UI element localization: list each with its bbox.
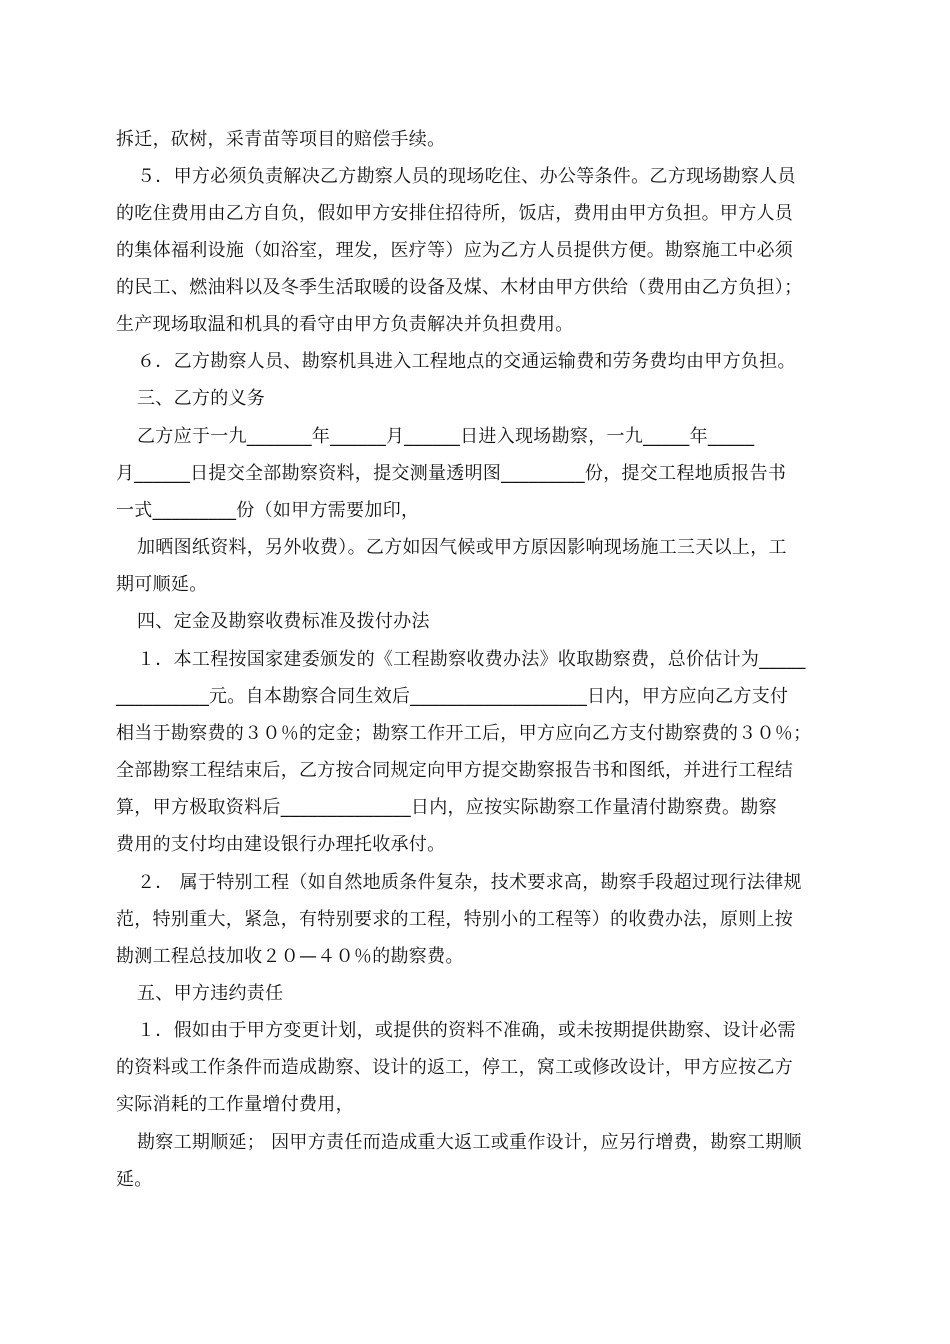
- paragraph-line: 范，特别重大，紧急，有特别要求的工程，特别小的工程等）的收费办法，原则上按: [116, 909, 794, 930]
- clause-5-line: ５．甲方必须负责解决乙方勘察人员的现场吃住、办公等条件。乙方现场勘察人员: [137, 166, 796, 187]
- paragraph-line: 勘察工期顺延； 因甲方责任而造成重大返工或重作设计，应另行增费，勘察工期顺: [137, 1132, 802, 1153]
- paragraph-line: 生产现场取温和机具的看守由甲方负责解决并负担费用。: [116, 314, 574, 335]
- paragraph-line: 拆迁，砍树，采青苗等项目的赔偿手续。: [116, 129, 446, 150]
- paragraph-line: __________元。自本勘察合同生效后___________________日内，甲方应向乙方支付: [116, 686, 789, 707]
- clause-4-2-line: ２． 属于特别工程（如自然地质条件复杂，技术要求高，勘察手段超过现行法律规: [137, 872, 802, 893]
- paragraph-line: 的吃住费用由乙方自负，假如甲方安排住招待所，饭店，费用由甲方负担。甲方人员: [116, 203, 794, 224]
- paragraph-line: 乙方应于一九_______年______月______日进入现场勘察，一九_____年_____: [137, 426, 755, 447]
- section-4-heading: 四、定金及勘察收费标准及拨付办法: [137, 611, 430, 632]
- paragraph-line: 相当于勘察费的３０％的定金；勘察工作开工后，甲方应向乙方支付勘察费的３０％；: [116, 723, 812, 744]
- paragraph-line: 一式_________份（如甲方需要加印，: [116, 500, 420, 521]
- clause-4-1-line: １．本工程按国家建委颁发的《工程勘察收费办法》收取勘察费，总价估计为_____: [137, 649, 806, 670]
- paragraph-line: 全部勘察工程结束后，乙方按合同规定向甲方提交勘察报告书和图纸，并进行工程结: [116, 760, 794, 781]
- paragraph-line: 的资料或工作条件而造成勘察、设计的返工，停工，窝工或修改设计，甲方应按乙方: [116, 1057, 794, 1078]
- clause-6-line: ６．乙方勘察人员、勘察机具进入工程地点的交通运输费和劳务费均由甲方负担。: [137, 351, 796, 372]
- paragraph-line: 加晒图纸资料，另外收费）。乙方如因气候或甲方原因影响现场施工三天以上，工: [137, 537, 787, 558]
- paragraph-line: 期可顺延。: [116, 574, 208, 595]
- paragraph-line: 实际消耗的工作量增付费用，: [116, 1094, 354, 1115]
- paragraph-line: 的民工、燃油料以及冬季生活取暖的设备及煤、木材由甲方供给（费用由乙方负担）；: [116, 277, 803, 298]
- paragraph-line: 延。: [116, 1169, 153, 1190]
- paragraph-line: 月______日提交全部勘察资料，提交测量透明图_________份，提交工程地质报告书: [116, 463, 787, 484]
- paragraph-line: 勘测工程总技加收２０—４０％的勘察费。: [116, 946, 464, 967]
- section-3-heading: 三、乙方的义务: [137, 388, 266, 409]
- paragraph-line: 算，甲方极取资料后______________日内，应按实际勘察工作量清付勘察费。勘察: [116, 797, 777, 818]
- clause-5-1-line: １．假如由于甲方变更计划，或提供的资料不准确，或未按期提供勘察、设计必需: [137, 1020, 796, 1041]
- paragraph-line: 的集体福利设施（如浴室，理发，医疗等）应为乙方人员提供方便。勘察施工中必须: [116, 240, 794, 261]
- paragraph-line: 费用的支付均由建设银行办理托收承付。: [116, 834, 446, 855]
- section-5-heading: 五、甲方违约责任: [137, 983, 284, 1004]
